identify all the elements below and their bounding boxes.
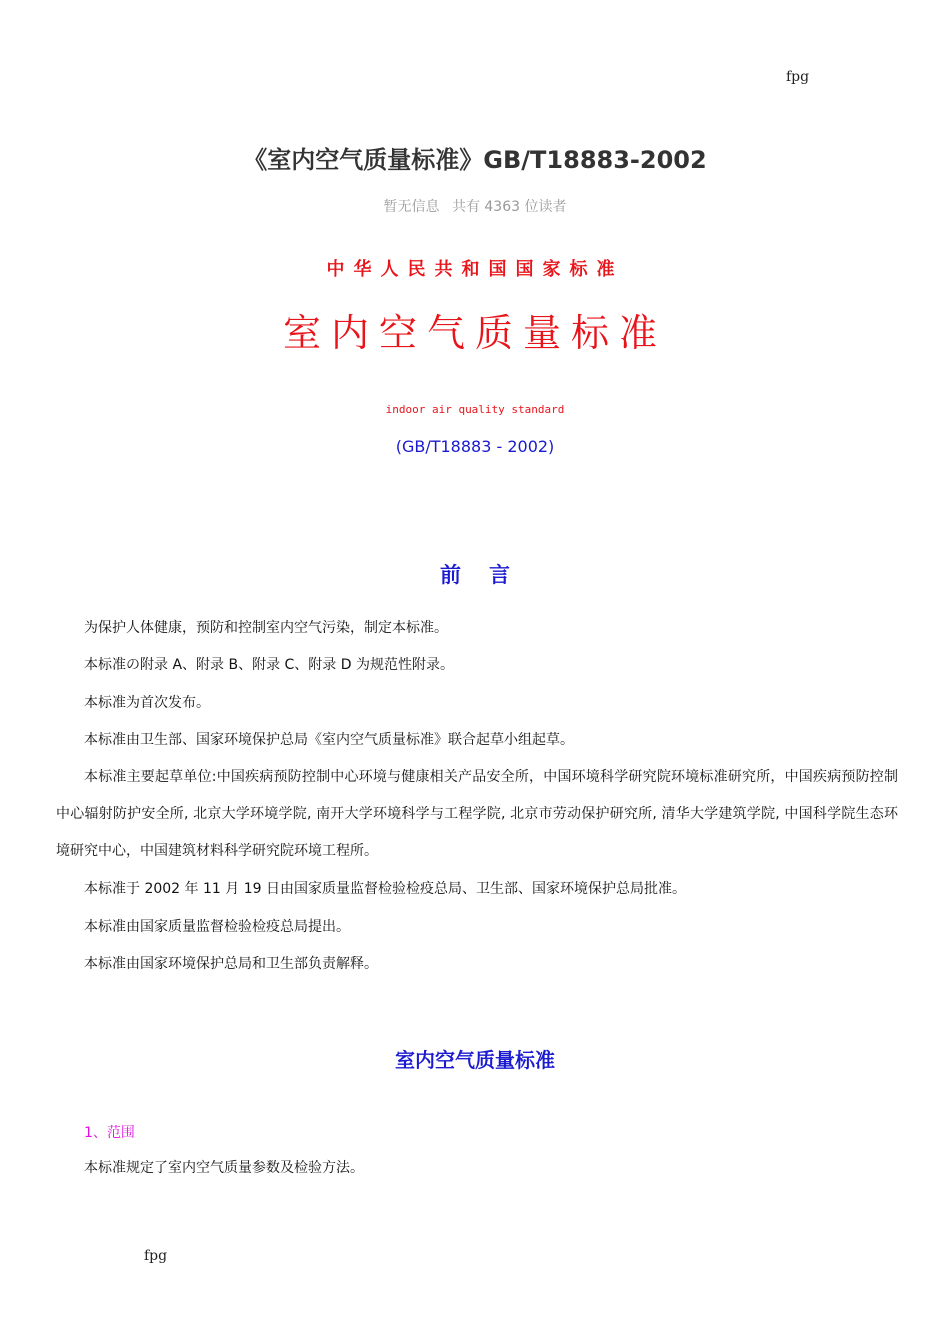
scope-heading: 1、范围 xyxy=(84,1125,135,1141)
foreword-paragraph: 本标准由国家环境保护总局和卫生部负责解释。 xyxy=(84,956,378,972)
section-title: 室内空气质量标准 xyxy=(395,1048,555,1072)
foreword-paragraph: 本标准の附录 A、附录 B、附录 C、附录 D 为规范性附录。 xyxy=(84,657,454,673)
page-footer-mark: fpg xyxy=(144,1248,168,1264)
foreword-title: 前言 xyxy=(440,563,538,587)
page-header-mark: fpg xyxy=(786,69,810,85)
standard-main-title: 室内空气质量标准 xyxy=(282,311,667,355)
english-title: indoor air quality standard xyxy=(385,403,565,416)
standard-code: (GB/T18883 - 2002) xyxy=(395,437,555,456)
foreword-paragraph: 本标准由国家质量监督检验检疫总局提出。 xyxy=(84,919,350,935)
meta-info: 暂无信息 xyxy=(383,199,440,215)
foreword-paragraph: 本标准由卫生部、国家环境保护总局《室内空气质量标准》联合起草小组起草。 xyxy=(84,732,574,748)
meta-readers: 共有 4363 位读者 xyxy=(451,199,567,215)
national-standard-label: 中华人民共和国国家标准 xyxy=(326,259,624,280)
foreword-paragraph: 本标准于 2002 年 11 月 19 日由国家质量监督检验检疫总局、卫生部、国家环境保护总局批准。 xyxy=(84,881,686,897)
foreword-paragraph: 本标准主要起草单位:中国疾病预防控制中心环境与健康相关产品安全所，中国环境科学研究院环境标准研究所，中国疾病预防控制中心辐射防护安全所, 北京大学环境学院, 南开大学环境科学与工程学院, 北京市劳动保护研究所, 清华大学建筑学院, 中国科学院生态环境研究中心，中国建筑材料科学研究院环境工程所。 xyxy=(56,769,898,859)
foreword-paragraph: 本标准为首次发布。 xyxy=(84,695,210,711)
foreword-paragraph: 为保护人体健康，预防和控制室内空气污染，制定本标准。 xyxy=(84,620,448,636)
document-title: 《室内空气质量标准》GB/T18883-2002 xyxy=(243,146,707,174)
document-meta xyxy=(0,196,950,216)
scope-text: 本标准规定了室内空气质量参数及检验方法。 xyxy=(84,1160,364,1176)
